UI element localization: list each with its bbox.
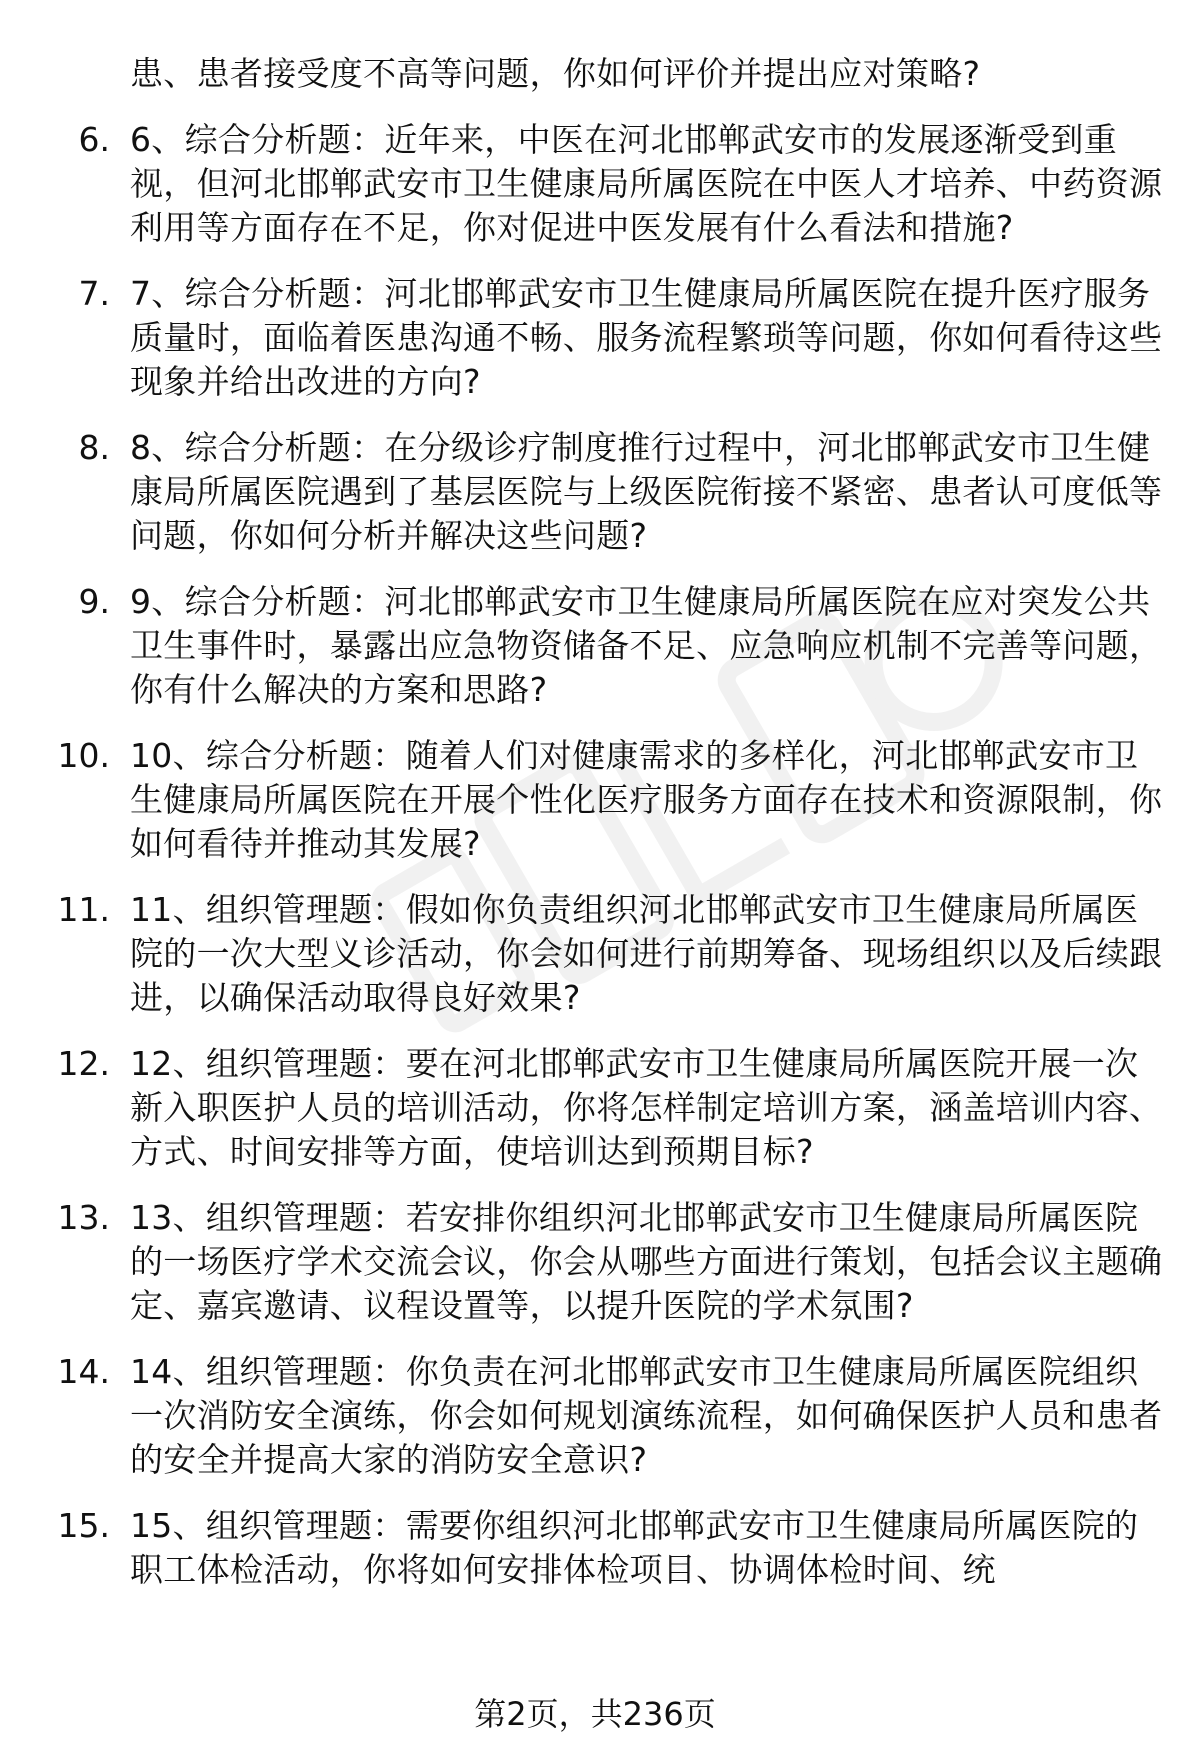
question-item-15 xyxy=(0,1504,1190,1592)
question-list xyxy=(0,52,1190,1614)
page-footer xyxy=(0,1692,1190,1736)
question-number: 11. xyxy=(57,890,110,929)
question-number: 6. xyxy=(78,120,110,159)
question-number: 10. xyxy=(57,736,110,775)
question-number: 14. xyxy=(57,1352,110,1391)
question-text: 13、组织管理题：若安排你组织河北邯郸武安市卫生健康局所属医院的一场医疗学术交流会议，你会从哪些方面进行策划，包括会议主题确定、嘉宾邀请、议程设置等，以提升医院的学术氛围? xyxy=(130,1198,1163,1325)
question-text: 10、综合分析题：随着人们对健康需求的多样化，河北邯郸武安市卫生健康局所属医院在开展个性化医疗服务方面存在技术和资源限制，你如何看待并推动其发展? xyxy=(130,736,1163,863)
question-number: 8. xyxy=(78,428,110,467)
question-number: 13. xyxy=(57,1198,110,1237)
question-text: 14、组织管理题：你负责在河北邯郸武安市卫生健康局所属医院组织一次消防安全演练，你会如何规划演练流程，如何确保医护人员和患者的安全并提高大家的消防安全意识? xyxy=(130,1352,1163,1479)
question-text: 12、组织管理题：要在河北邯郸武安市卫生健康局所属医院开展一次新入职医护人员的培训活动，你将怎样制定培训方案，涵盖培训内容、方式、时间安排等方面，使培训达到预期目标? xyxy=(130,1044,1163,1171)
question-item-8 xyxy=(0,426,1190,558)
page-number-label: 第2页，共236页 xyxy=(474,1695,716,1733)
question-number: 7. xyxy=(78,274,110,313)
question-item-14 xyxy=(0,1350,1190,1482)
question-text: 7、综合分析题：河北邯郸武安市卫生健康局所属医院在提升医疗服务质量时，面临着医患沟通不畅、服务流程繁琐等问题，你如何看待这些现象并给出改进的方向? xyxy=(130,274,1163,401)
question-text: 15、组织管理题：需要你组织河北邯郸武安市卫生健康局所属医院的职工体检活动，你将如何安排体检项目、协调体检时间、统 xyxy=(130,1506,1139,1589)
question-item-10 xyxy=(0,734,1190,866)
question-item-9 xyxy=(0,580,1190,712)
question-text: 11、组织管理题：假如你负责组织河北邯郸武安市卫生健康局所属医院的一次大型义诊活动，你会如何进行前期筹备、现场组织以及后续跟进，以确保活动取得良好效果? xyxy=(130,890,1163,1017)
question-number: 12. xyxy=(57,1044,110,1083)
question-item-7 xyxy=(0,272,1190,404)
question-text: 8、综合分析题：在分级诊疗制度推行过程中，河北邯郸武安市卫生健康局所属医院遇到了基层医院与上级医院衔接不紧密、患者认可度低等问题，你如何分析并解决这些问题? xyxy=(130,428,1163,555)
question-number: 9. xyxy=(78,582,110,621)
question-item-6 xyxy=(0,118,1190,250)
question-item-12 xyxy=(0,1042,1190,1174)
question-item-11 xyxy=(0,888,1190,1020)
question-text: 6、综合分析题：近年来，中医在河北邯郸武安市的发展逐渐受到重视，但河北邯郸武安市卫生健康局所属医院在中医人才培养、中药资源利用等方面存在不足，你对促进中医发展有什么看法和措施? xyxy=(130,120,1163,247)
question-item-continued xyxy=(0,52,1190,96)
question-text: 9、综合分析题：河北邯郸武安市卫生健康局所属医院在应对突发公共卫生事件时，暴露出应急物资储备不足、应急响应机制不完善等问题，你有什么解决的方案和思路? xyxy=(130,582,1163,709)
question-text: 患、患者接受度不高等问题，你如何评价并提出应对策略? xyxy=(130,54,981,93)
question-item-13 xyxy=(0,1196,1190,1328)
question-number: 15. xyxy=(57,1506,110,1545)
